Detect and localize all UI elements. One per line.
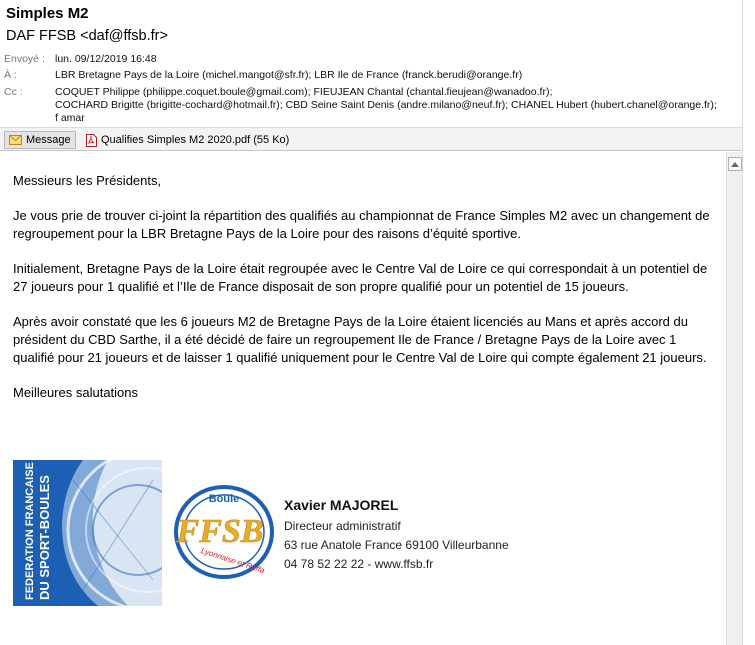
federation-logo bbox=[13, 460, 162, 606]
signature-contact[interactable]: 04 78 52 22 22 - www.ffsb.fr bbox=[284, 557, 434, 571]
cc-label: Cc : bbox=[4, 86, 23, 98]
cc-row-3 bbox=[0, 111, 755, 125]
svg-text:Lyonnaise et Raffa: Lyonnaise et Raffa bbox=[199, 546, 266, 576]
pdf-attachment-label: Qualifies Simples M2 2020.pdf (55 Ko) bbox=[101, 134, 290, 146]
svg-text:DU SPORT-BOULES: DU SPORT-BOULES bbox=[37, 475, 52, 600]
ffsb-badge-logo bbox=[152, 480, 278, 580]
cc-recipients-line-1[interactable]: COQUET Philippe (philippe.coquet.boule@gmail.com); FIEUJEAN Chantal (chantal.fieujean@wanadoo.fr); bbox=[55, 86, 553, 98]
attachment-bar bbox=[0, 127, 755, 151]
window-edge bbox=[742, 0, 755, 645]
signature-name: Xavier MAJOREL bbox=[284, 497, 399, 513]
message-text bbox=[13, 172, 718, 419]
envelope-icon bbox=[9, 135, 22, 145]
message-header bbox=[0, 0, 755, 126]
email-subject: Simples M2 bbox=[6, 5, 89, 22]
to-label: À : bbox=[4, 69, 17, 81]
pdf-attachment[interactable] bbox=[82, 131, 293, 149]
closing: Meilleures salutations bbox=[13, 385, 139, 400]
scroll-up-button[interactable] bbox=[728, 157, 742, 171]
vertical-scrollbar[interactable] bbox=[726, 152, 742, 645]
svg-text:FFSB: FFSB bbox=[176, 513, 264, 550]
greeting: Messieurs les Présidents, bbox=[13, 173, 162, 188]
cc-row-2 bbox=[0, 98, 755, 112]
cc-row bbox=[0, 85, 755, 99]
sent-row bbox=[0, 52, 755, 66]
paragraph-2: Initialement, Bretagne Pays de la Loire était regroupée avec le Centre Val de Loire ce qui correspondait à un potentiel de 27 joueurs pour 1 qualifié et l’Ile de France disposait de son propre qualifié pour un potentiel de 15 joueurs. bbox=[13, 261, 708, 294]
triangle-up-icon bbox=[729, 159, 741, 171]
paragraph-3: Après avoir constaté que les 6 joueurs M2 de Bretagne Pays de la Loire étaient licenciés au Mans et après accord du président du CBD Sarthe, il a été décidé de faire un regroupement Ile de France / Bretagne Pays de la Loire avec 1 qualifié pour 21 joueurs et de laisser 1 qualifié uniquement pour le Centre Val de Loire qui compte également 21 joueurs. bbox=[13, 314, 707, 365]
signature-title: Directeur administratif bbox=[284, 519, 401, 533]
paragraph-1: Je vous prie de trouver ci-joint la répartition des qualifiés au championnat de France Simples M2 avec un changement de regroupement pour la LBR Bretagne Pays de la Loire pour des raisons d’équité sportive. bbox=[13, 208, 710, 241]
email-sender[interactable]: DAF FFSB <daf@ffsb.fr> bbox=[6, 28, 168, 44]
pdf-file-icon bbox=[86, 134, 97, 147]
to-row bbox=[0, 68, 755, 82]
cc-recipients-line-3[interactable]: f amar bbox=[55, 112, 85, 124]
message-tab[interactable] bbox=[4, 131, 76, 149]
to-recipients[interactable]: LBR Bretagne Pays de la Loire (michel.mangot@sfr.fr); LBR Ile de France (franck.berudi@orange.fr) bbox=[55, 69, 523, 81]
sent-label: Envoyé : bbox=[4, 53, 45, 65]
signature-address: 63 rue Anatole France 69100 Villeurbanne bbox=[284, 538, 509, 552]
svg-text:FEDERATION FRANCAISE: FEDERATION FRANCAISE bbox=[24, 462, 36, 600]
sent-value: lun. 09/12/2019 16:48 bbox=[55, 53, 157, 65]
svg-text:Boule: Boule bbox=[208, 493, 240, 505]
cc-recipients-line-2[interactable]: COCHARD Brigitte (brigitte-cochard@hotmail.fr); CBD Seine Saint Denis (andre.milano@neuf.fr); CHANEL Hubert (hubert.chanel@orange.fr); bbox=[55, 99, 717, 111]
message-tab-label: Message bbox=[26, 134, 71, 146]
